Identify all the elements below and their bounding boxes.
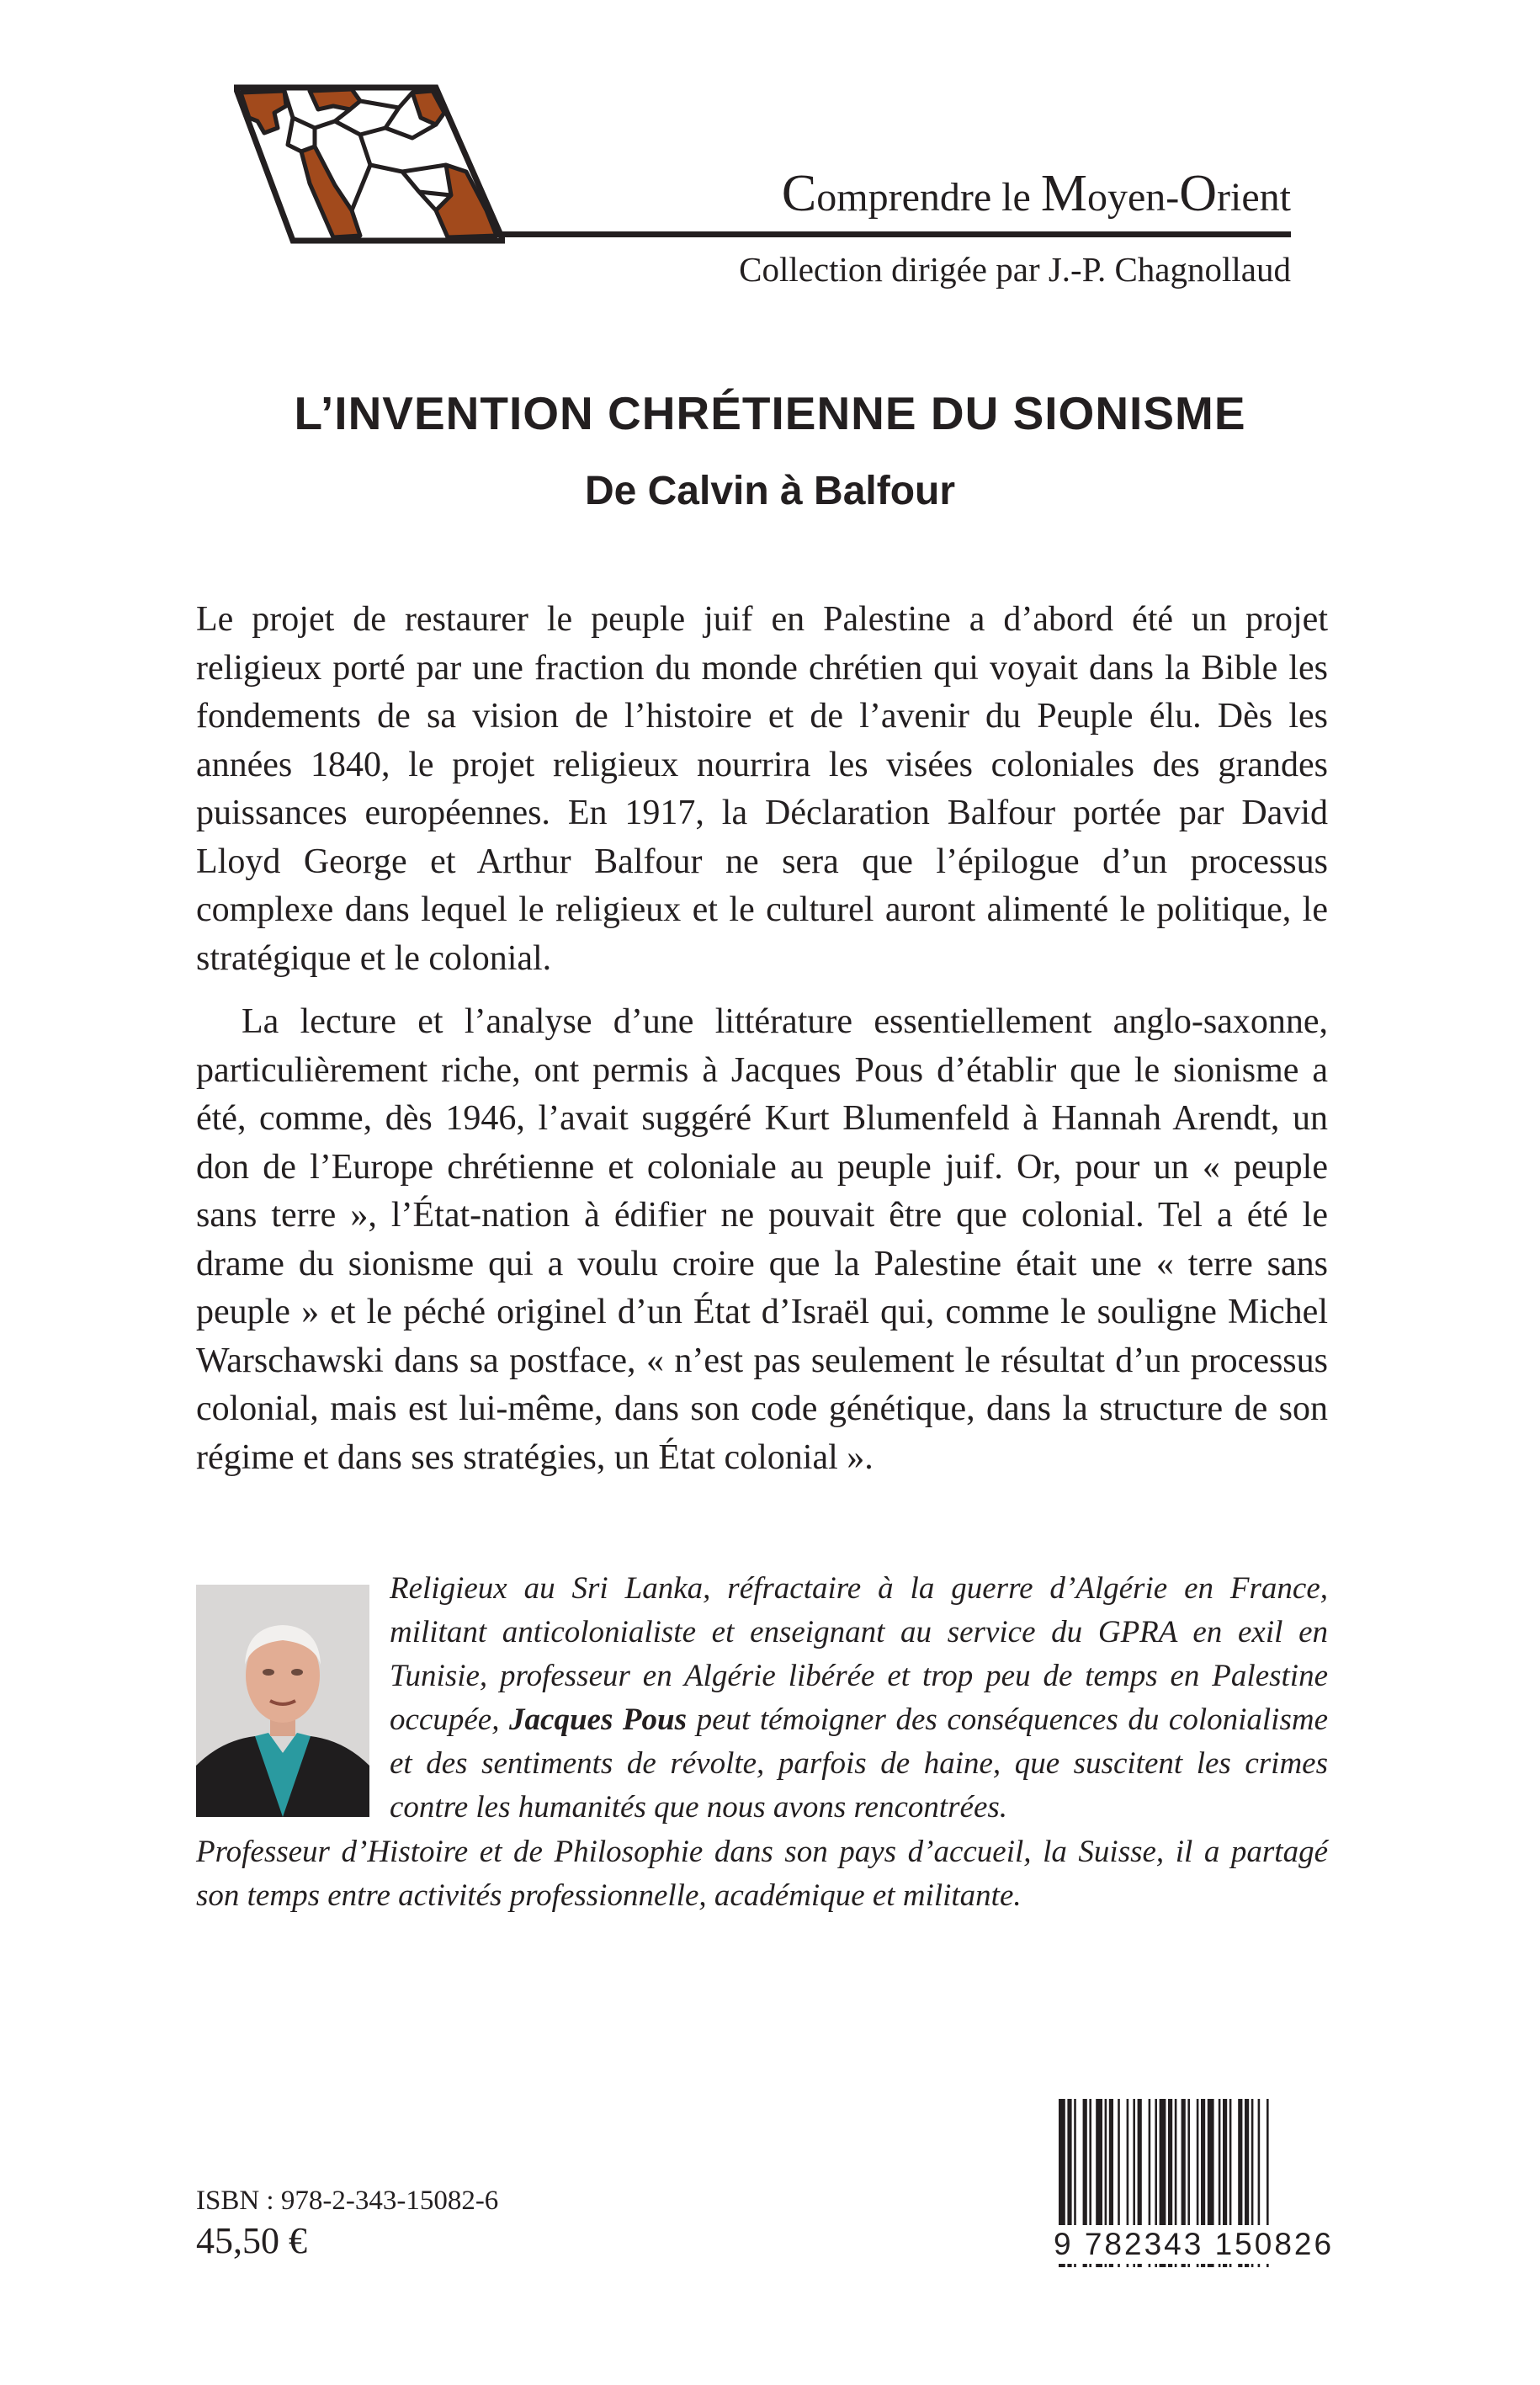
book-subtitle: De Calvin à Balfour — [584, 469, 956, 513]
series-title-part: Moyen- — [1040, 165, 1180, 222]
blurb — [196, 596, 1328, 1482]
series-title-part: Comprendre le — [781, 165, 1041, 222]
book-title: L’INVENTION CHRÉTIENNE DU SIONISME — [294, 387, 1246, 439]
price: 45,50 € — [196, 2220, 307, 2261]
series-director: Collection dirigée par J.-P. Chagnollaud — [739, 250, 1291, 289]
author-bio-second: Professeur d’Histoire et de Philosophie dans son pays d’accueil, la Suisse, il a partagé son temps entre activités professionnelle, académique et militante. — [196, 1835, 1328, 1913]
blurb-paragraph: Le projet de restaurer le peuple juif en Palestine a d’abord été un projet religieux porté par une fraction du monde chrétien qui voyait dans la Bible les fondements de sa vision de l’histoire et de l’avenir du Peuple élu. Dès les années 1840, le projet religieux nourrira les visées coloniales des grandes puissances européennes. En 1917, la Déclaration Balfour portée par David Lloyd George et Arthur Balfour ne sera que l’épilogue d’un processus complexe dans lequel le religieux et le culturel auront alimenté le politique, le stratégique et le colonial. — [196, 600, 1328, 978]
barcode-digits: 9 782343 150826 — [1054, 2225, 1328, 2264]
blurb-paragraph: La lecture et l’analyse d’une littérature essentiellement anglo-saxonne, particulièrement riche, ont permis à Jacques Pous d’établir que le sionisme a été, comme, dès 1946, l’avait suggéré Kurt Blumenfeld à Hannah Arendt, un don de l’Europe chrétienne et coloniale au peuple juif. Or, pour un « peuple sans terre », l’État-nation à édifier ne pouvait être que colonial. Tel a été le drame du sionisme qui a voulu croire que la Palestine était une « terre sans peuple » et le péché originel d’un État d’Israël qui, comme le souligne Michel Warschawski dans sa postface, « n’est pas seulement le résultat d’un processus colonial, mais est lui-même, dans son code génétique, dans la structure de son régime et dans ses stratégies, un État colonial ». — [196, 1002, 1328, 1477]
isbn: ISBN : 978-2-343-15082-6 — [196, 2186, 499, 2216]
author-bio: Religieux au Sri Lanka, réfractaire à la guerre d’Algérie en France, militant anticolonialiste et enseignant au service du GPRA en exil en Tunisie, professeur en Algérie libérée et trop peu de temps en Palestine occupée, Jacques Pous peut témoigner des conséquences du colonialisme et des sentiments de révolte, parfois de haine, que suscitent les crimes contre les humanités que nous avons rencontrées. — [390, 1571, 1328, 1825]
author-name: Jacques Pous — [509, 1702, 687, 1737]
series-title — [589, 165, 1291, 223]
middle-east-map-icon — [234, 84, 505, 244]
series-title-part: Orient — [1179, 165, 1291, 222]
author-photo — [196, 1585, 369, 1817]
series-rule — [497, 231, 1291, 237]
